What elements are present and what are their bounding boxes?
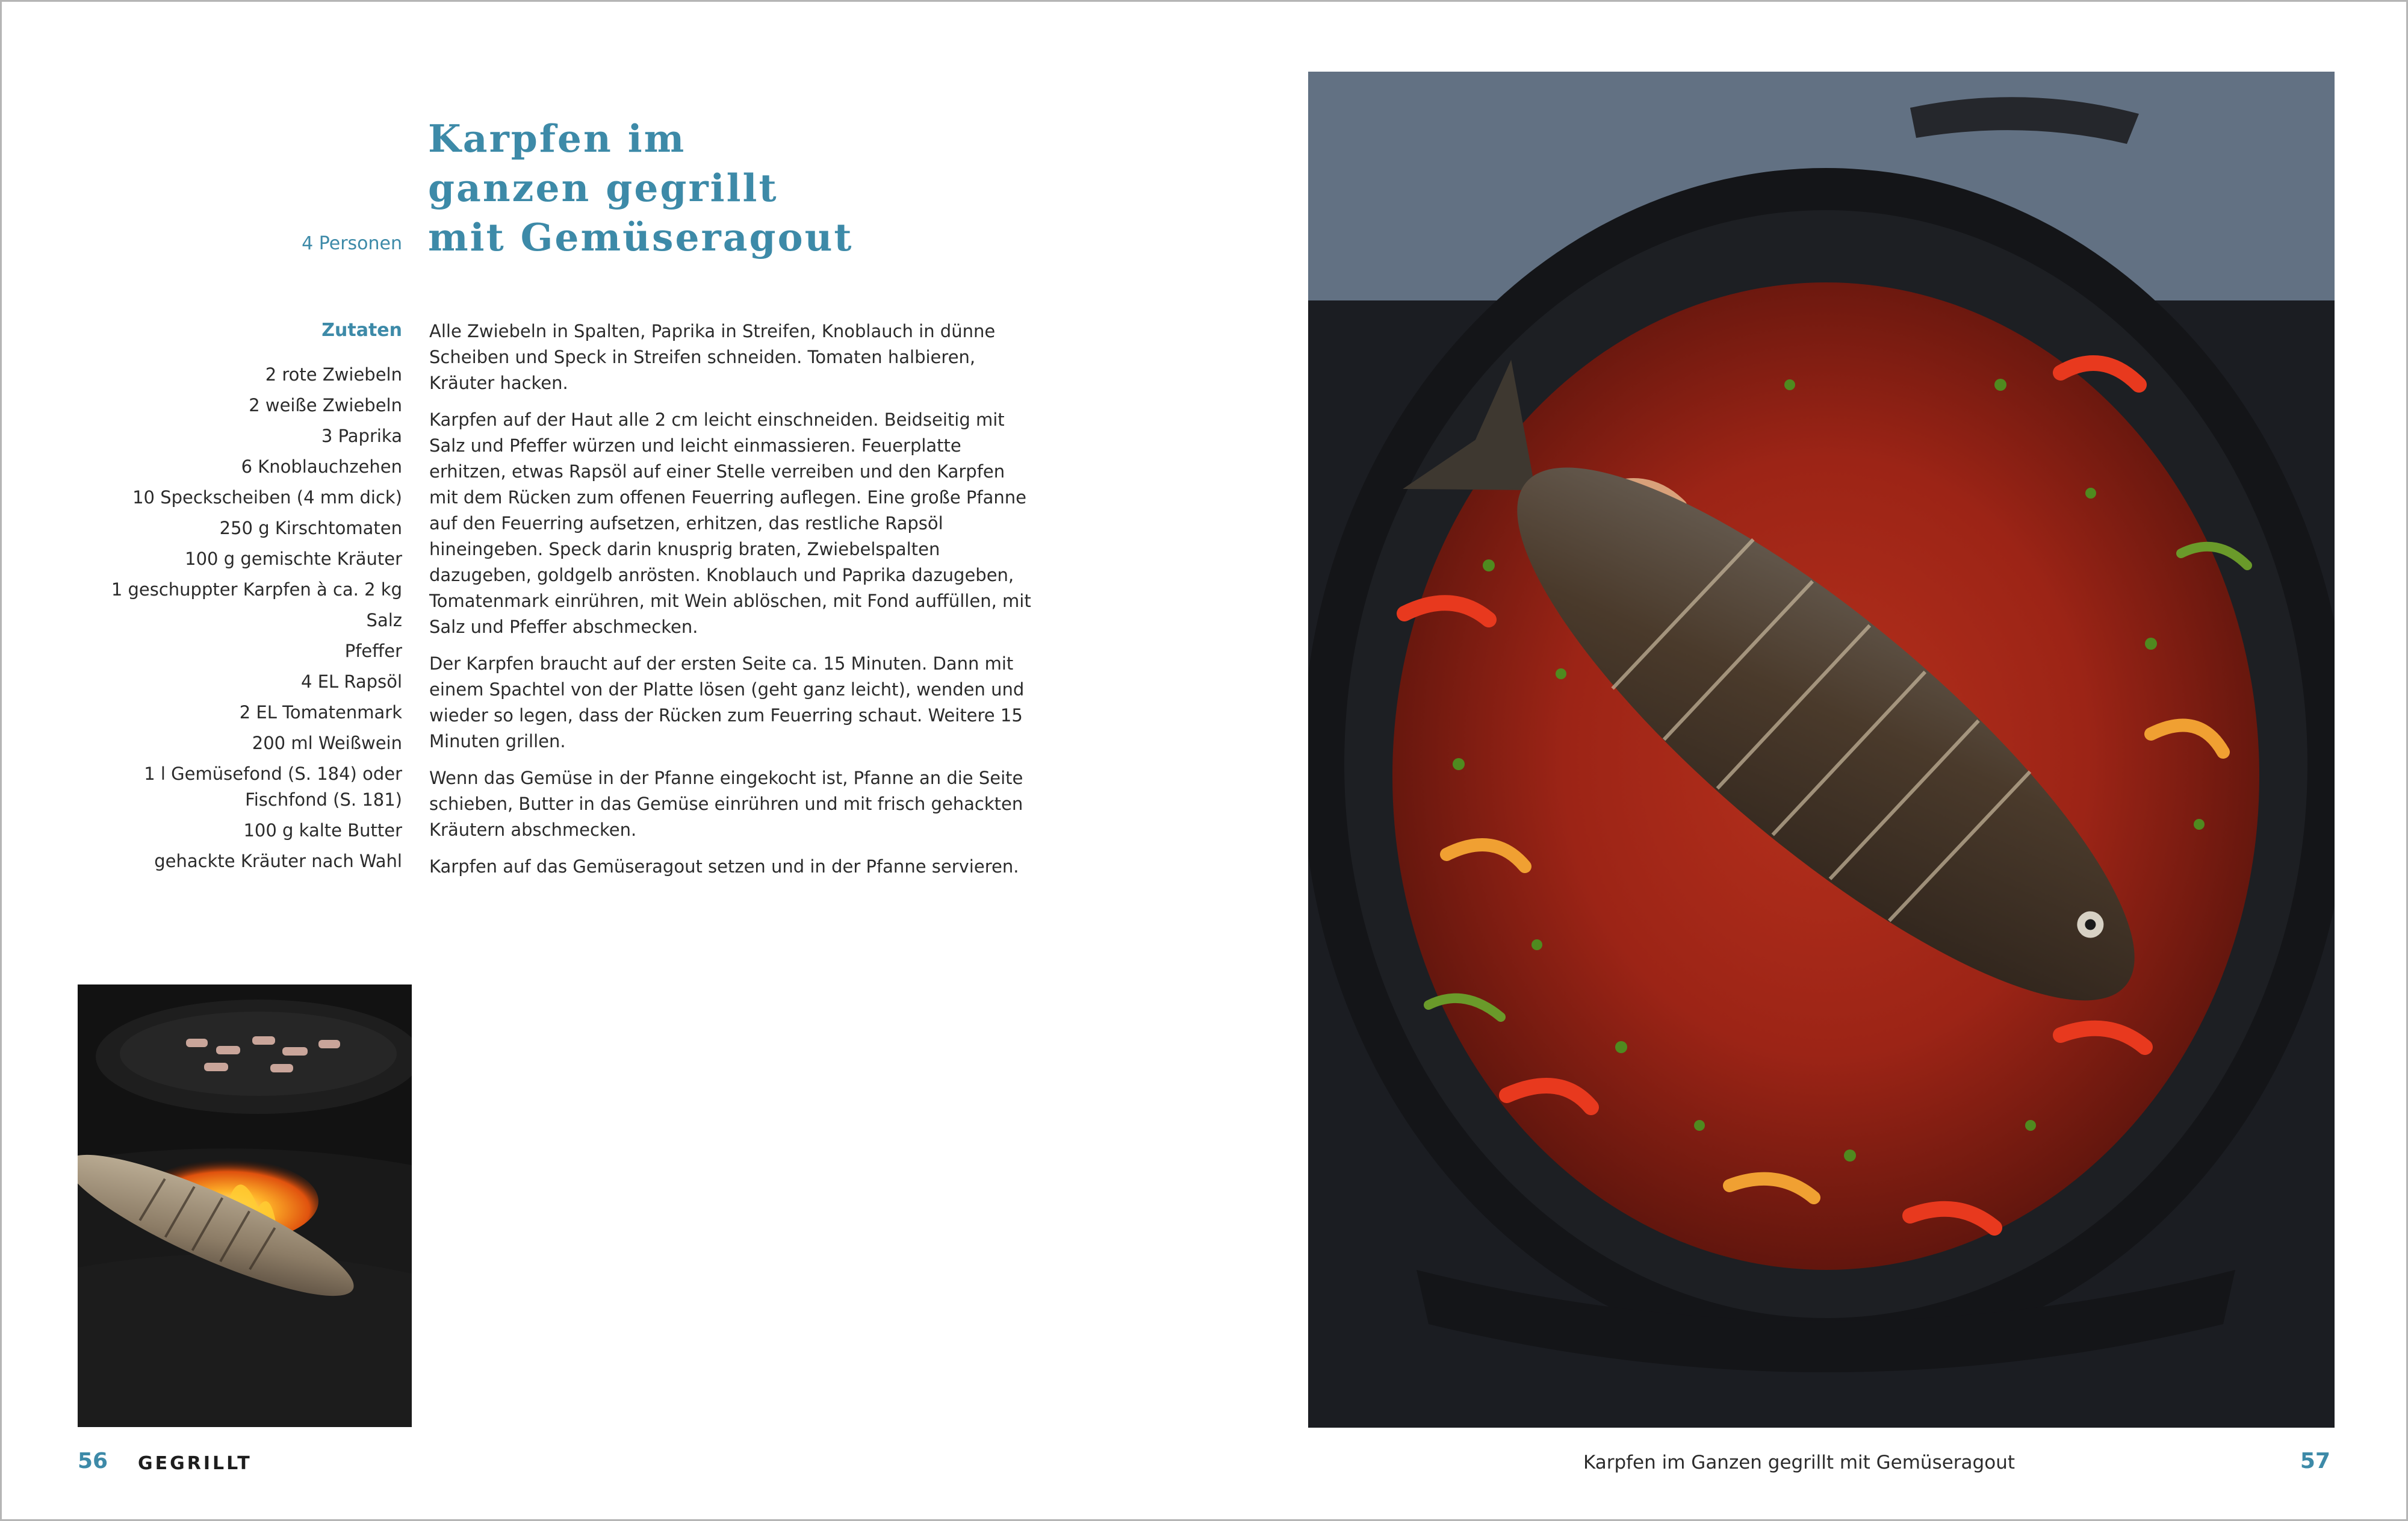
- ingredient-item: 2 rote Zwiebeln: [265, 364, 402, 385]
- ingredient-item: 100 g gemischte Kräuter: [185, 549, 402, 569]
- ingredient-item: 3 Paprika: [321, 426, 402, 446]
- page-number-right: 57: [2300, 1449, 2330, 1473]
- ingredient-item: Salz: [366, 610, 402, 630]
- photo-caption: Karpfen im Ganzen gegrillt mit Gemüseragout: [1583, 1452, 2015, 1473]
- ingredient-item: Pfeffer: [344, 641, 402, 661]
- instruction-step: Der Karpfen braucht auf der ersten Seite ca. 15 Minuten. Dann mit einem Spachtel von der Platte lösen (geht ganz leicht), wenden und wieder so legen, dass der Rücken zum Feuerring schaut. Weitere 15 Minuten grillen.: [429, 653, 1025, 751]
- ingredient-item: 250 g Kirschtomaten: [219, 518, 402, 538]
- instruction-step: Alle Zwiebeln in Spalten, Paprika in Streifen, Knoblauch in dünne Scheiben und Speck in Streifen schneiden. Tomaten halbieren, Kräuter hacken.: [429, 321, 996, 393]
- title-line: Karpfen im: [428, 116, 686, 161]
- ingredient-item: 6 Knoblauchzehen: [241, 456, 402, 477]
- page-number-left: 56: [78, 1449, 108, 1473]
- ingredients-heading: Zutaten: [321, 320, 402, 341]
- instruction-step: Wenn das Gemüse in der Pfanne eingekocht ist, Pfanne an die Seite schieben, Butter in das Gemüse einrühren und mit frisch gehackten Kräutern abschmecken.: [429, 768, 1023, 840]
- carp-pan-photo: [1308, 72, 2335, 1428]
- carp-pan-illustration: [1308, 72, 2335, 1428]
- ingredient-item: 2 weiße Zwiebeln: [249, 395, 402, 415]
- ingredient-item: 4 EL Rapsöl: [301, 671, 402, 692]
- ingredient-item: 2 EL Tomatenmark: [239, 702, 402, 723]
- recipe-title: [428, 114, 1090, 262]
- instruction-step: Karpfen auf das Gemüseragout setzen und in der Pfanne servieren.: [429, 856, 1019, 877]
- section-label: GEGRILLT: [138, 1453, 252, 1474]
- ingredient-item: 1 l Gemüsefond (S. 184) oder Fischfond (S. 181): [144, 764, 402, 810]
- instructions: [429, 319, 1037, 891]
- title-line: ganzen gegrillt: [428, 166, 778, 210]
- grill-photo: [78, 984, 412, 1427]
- ingredient-item: 200 ml Weißwein: [252, 733, 402, 753]
- ingredient-item: 1 geschuppter Karpfen à ca. 2 kg: [111, 579, 402, 600]
- instruction-step: Karpfen auf der Haut alle 2 cm leicht einschneiden. Beidseitig mit Salz und Pfeffer würzen und leicht einmassieren. Feuerplatte erhitzen, etwas Rapsöl auf einer Stelle verreiben und den Karpfen mit dem Rücken zum offenen Feuerring auflegen. Eine große Pfanne auf den Feuerring aufsetzen, erhitzen, das restliche Rapsöl hineingeben. Speck darin knusprig braten, Zwiebelspalten dazugeben, goldgelb anrösten. Knoblauch und Paprika dazugeben, Tomatenmark einrühren, mit Wein ablöschen, mit Fond auffüllen, mit Salz und Pfeffer abschmecken.: [429, 409, 1031, 637]
- ingredient-item: 100 g kalte Butter: [243, 820, 402, 841]
- ingredient-item: 10 Speckscheiben (4 mm dick): [132, 487, 402, 508]
- grill-photo-illustration: [78, 984, 412, 1427]
- servings-label: 4 Personen: [302, 233, 402, 254]
- ingredient-item: gehackte Kräuter nach Wahl: [154, 851, 402, 871]
- ingredients-list: [74, 362, 402, 879]
- title-line: mit Gemüseragout: [428, 215, 854, 260]
